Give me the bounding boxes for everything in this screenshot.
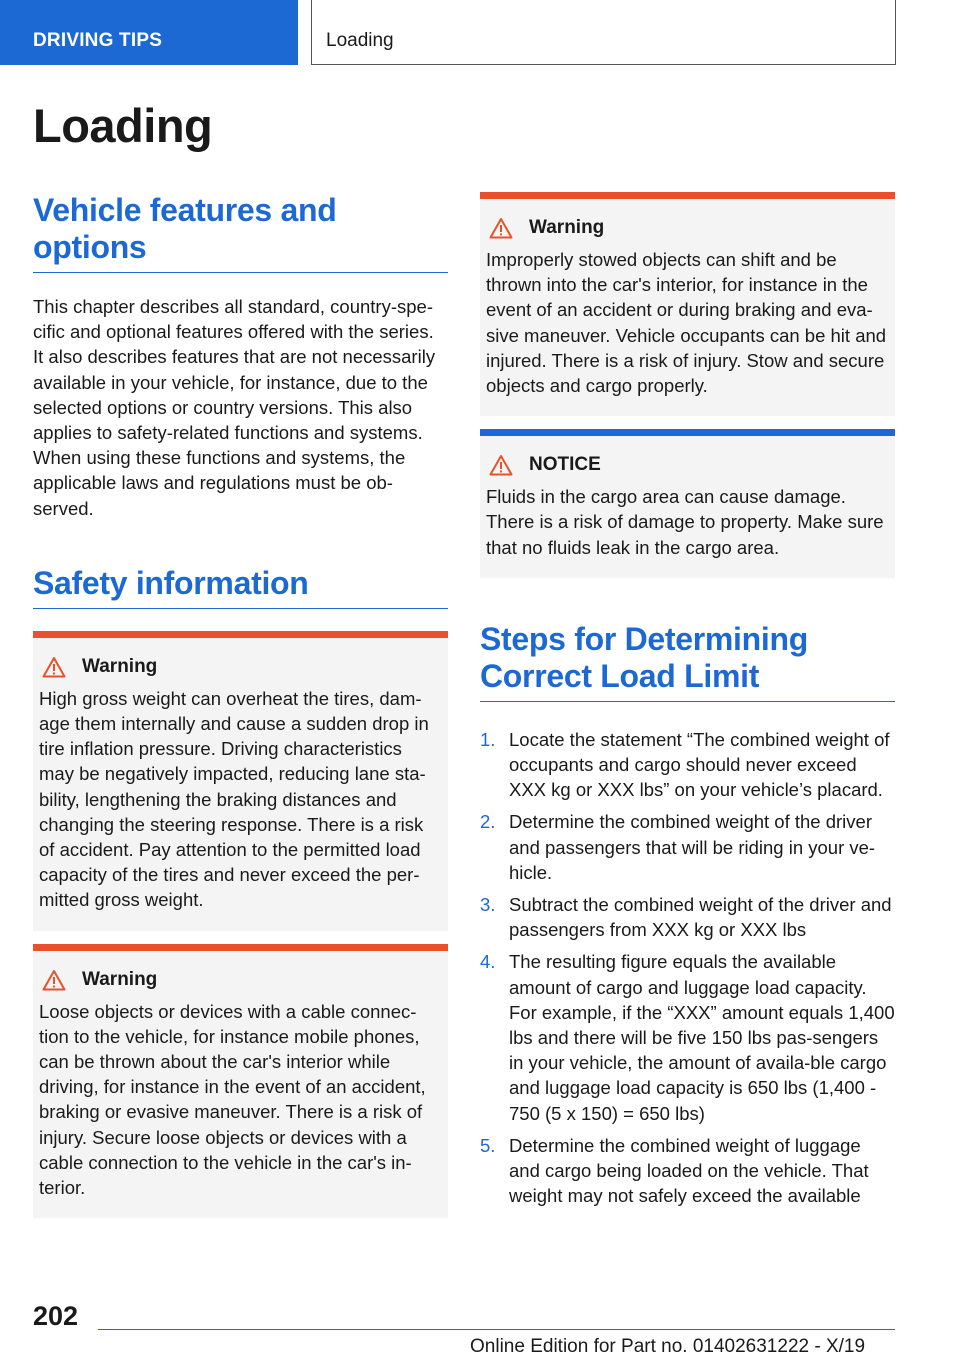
warning-triangle-icon (42, 969, 66, 991)
safety-heading: Safety information (33, 565, 448, 609)
list-item (480, 727, 895, 803)
warning-triangle-icon (489, 454, 513, 476)
step-text: Determine the combined weight of the driver and passengers that will be riding in your ve-hicle. (509, 811, 876, 883)
features-text: This chapter describes all standard, country-spe-cific and optional features offered with the series. It also describes features that are not necessarily available in your vehicle, for instance, due to the selected options or country versions. This also applies to safety-related functions and systems. When using these functions and systems, the applicable laws and regulations must be ob-served. (33, 296, 436, 519)
edition-text: Online Edition for Part no. 01402631222 - X/19 (470, 1336, 866, 1357)
warning-title: Warning (82, 968, 158, 990)
page-number: 202 (33, 1301, 79, 1331)
warning-title: Warning (529, 217, 605, 238)
section-tab: DRIVING TIPS (0, 0, 298, 65)
list-item (480, 949, 895, 1125)
step-number: 3. (480, 894, 496, 916)
step-text: The resulting figure equals the available amount of cargo and luggage load capacity. For example, if the “XXX” amount equals 1,400 lbs and there will be five 150 lbs pas-sengers in your vehicle, the amount of availa-ble cargo and luggage load capacity is 650 lbs (1,400 - 750 (5 x 150) = 650 lbs) (509, 951, 895, 1124)
list-item (480, 809, 895, 885)
right-column (480, 192, 895, 1215)
step-text: Subtract the combined weight of the driver and passengers from XXX kg or XXX lbs (509, 894, 892, 941)
step-number: 1. (480, 728, 496, 750)
notice-title: NOTICE (529, 454, 601, 476)
step-text: Determine the combined weight of luggage and cargo being loaded on the vehicle. That weight may not safely exceed the available (509, 1134, 869, 1207)
warning-box (480, 192, 895, 416)
list-item (480, 892, 895, 942)
step-number: 2. (480, 811, 496, 833)
step-text: Locate the statement “The combined weight of occupants and cargo should never exceed XXX kg or XXX lbs” on your vehicle’s placard. (509, 728, 890, 801)
notice-text: Fluids in the cargo area can cause damage. There is a risk of damage to property. Make sure that no fluids leak in the cargo area. (486, 486, 884, 558)
warning-text: High gross weight can overheat the tires, dam-age them internally and cause a sudden drop in tire inflation pressure. Driving characteristics may be negatively impacted, reducing lane sta-bility, lengthening the braking distances and changing the steering response. There is a risk of accident. Pay attention to the permitted load capacity of the tires and never exceed the per-mitted gross weight. (39, 687, 429, 911)
list-item (480, 1133, 895, 1209)
warning-box (33, 631, 448, 931)
warning-text: Loose objects or devices with a cable connec-tion to the vehicle, for instance mobile phones, can be thrown about the car's interior while driving, for instance in the event of an accident, braking or evasive maneuver. There is a risk of injury. Secure loose objects or devices with a cable connection to the vehicle in the car's in-terior. (39, 1000, 426, 1199)
warning-title: Warning (82, 655, 158, 677)
step-number: 4. (480, 951, 496, 973)
features-heading: Vehicle features and options (33, 192, 448, 273)
page-title: Loading (33, 99, 213, 152)
notice-box (480, 429, 895, 578)
steps-list (480, 727, 895, 1209)
warning-triangle-icon (489, 217, 513, 239)
warning-triangle-icon (42, 656, 66, 678)
chapter-header: Loading (311, 0, 896, 65)
warning-text: Improperly stowed objects can shift and be thrown into the car's interior, for instance in the event of an accident or during braking and eva-sive maneuver. Vehicle occupants can be hit and injured. There is a risk of injury. Stow and secure objects and cargo properly. (486, 249, 887, 397)
footer-divider (98, 1329, 895, 1330)
left-column (33, 192, 448, 1218)
steps-heading: Steps for Determining Correct Load Limit (480, 621, 895, 702)
step-number: 5. (480, 1134, 496, 1156)
warning-box (33, 944, 448, 1219)
